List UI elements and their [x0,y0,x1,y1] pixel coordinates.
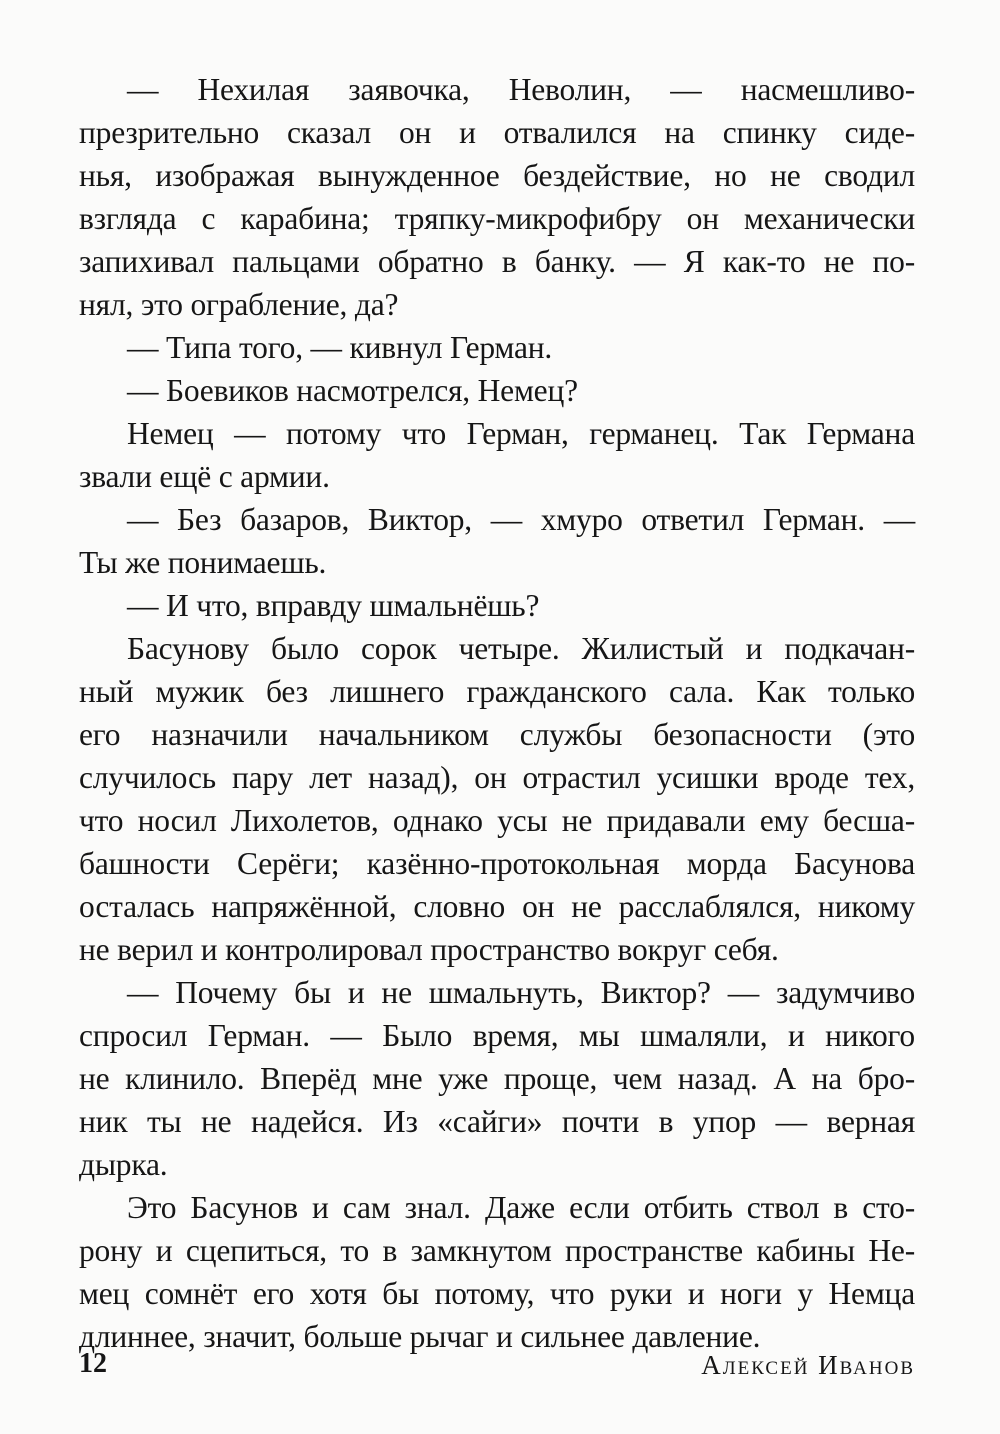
text-line: взгляда с карабина; тряпку-микрофибру он механически [79,201,915,236]
text-line: ный мужик без лишнего гражданского сала. Как только [79,674,915,709]
text-line: случилось пару лет назад), он отрастил усишки вроде тех, [79,760,915,795]
text-line: не верил и контролировал пространство вокруг себя. [79,932,779,967]
text-line: Немец — потому что Герман, германец. Так Германа [127,416,915,451]
text-line: Ты же понимаешь. [79,545,327,580]
text-line: — И что, вправду шмальнёшь? [127,588,540,623]
text-line: — Боевиков насмотрелся, Немец? [127,373,578,408]
text-line: рону и сцепиться, то в замкнутом пространстве кабины Не- [79,1233,915,1268]
text-line: башности Серёги; казённо-протокольная морда Басунова [79,846,915,881]
text-line: Это Басунов и сам знал. Даже если отбить ствол в сто- [127,1190,915,1225]
text-line: — Нехилая заявочка, Неволин, — насмешливо- [127,72,915,107]
text-line: — Типа того, — кивнул Герман. [127,330,553,365]
text-line: длиннее, значит, больше рычаг и сильнее давление. [79,1319,761,1354]
text-line: мец сомнёт его хотя бы потому, что руки и ноги у Немца [79,1276,915,1311]
text-line: дырка. [79,1147,168,1182]
text-line: Басунову было сорок четыре. Жилистый и подкачан- [127,631,915,666]
text-line: презрительно сказал он и отвалился на спинку сиде- [79,115,915,150]
text-line: нял, это ограбление, да? [79,287,399,322]
text-line: запихивал пальцами обратно в банку. — Я как-то не по- [79,244,915,279]
text-line: спросил Герман. — Было время, мы шмаляли, и никого [79,1018,915,1053]
text-line: звали ещё с армии. [79,459,330,494]
page-footer [79,1348,915,1388]
text-line: ник ты не надейся. Из «сайги» почти в упор — верная [79,1104,915,1139]
page-number: 12 [79,1348,107,1379]
text-line: нья, изображая вынужденное бездействие, но не сводил [79,158,915,193]
text-line: — Почему бы и не шмальнуть, Виктор? — задумчиво [127,975,915,1010]
text-line: его назначили начальником службы безопасности (это [79,717,915,752]
page-body [79,68,915,1358]
text-line: что носил Лихолетов, однако усы не придавали ему бесша- [79,803,915,838]
running-head-author: Алексей Иванов [701,1350,915,1380]
text-line: осталась напряжённой, словно он не расслаблялся, никому [79,889,915,924]
text-line: — Без базаров, Виктор, — хмуро ответил Герман. — [127,502,915,537]
text-line: не клинило. Вперёд мне уже проще, чем назад. А на бро- [79,1061,915,1096]
